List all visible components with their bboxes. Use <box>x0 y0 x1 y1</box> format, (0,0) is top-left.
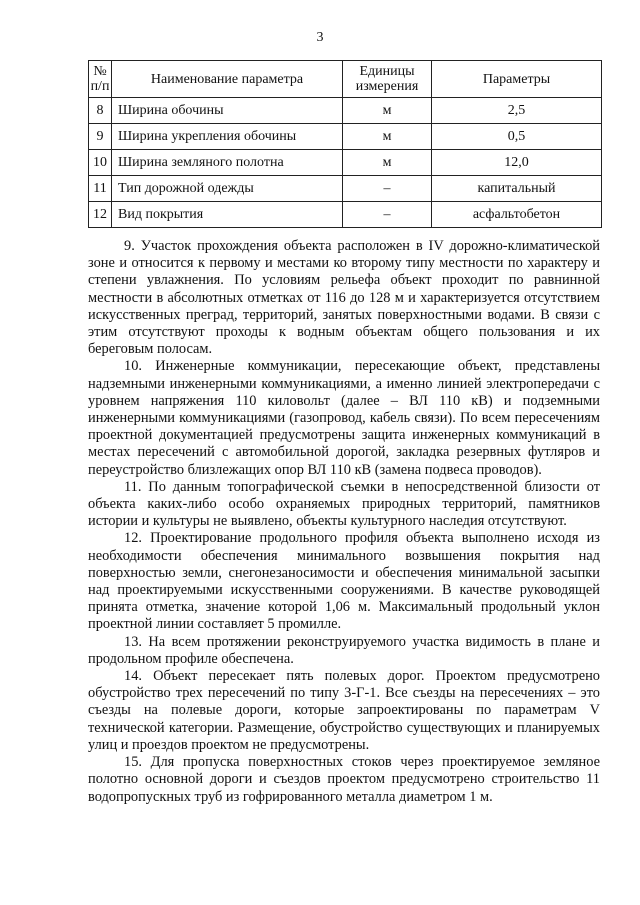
table-row <box>89 202 602 228</box>
row-unit: м <box>343 124 432 150</box>
row-parameter-name: Ширина земляного полотна <box>112 150 343 176</box>
paragraph: 15. Для пропуска поверхностных стоков через проектируемое земляное полотно основной дороги и съездов проектом предусмотрено строительство 11 водопропускных труб из гофрированного металла диаметром 1 м. <box>88 754 600 805</box>
row-value: капитальный <box>432 176 602 202</box>
paragraph: 14. Объект пересекает пять полевых дорог. Проектом предусмотрено обустройство трех пересечений по типу 3-Г-1. Все съезды на пересечениях – это съезды на полевые дороги, которые запроектированы по параметрам V технической категории. Размещение, обустройство существующих и планируемых улиц и проездов проектом не предусмотрены. <box>88 668 600 753</box>
row-parameter-name: Ширина обочины <box>112 98 343 124</box>
paragraph: 9. Участок прохождения объекта расположен в IV дорожно-климатической зоне и относится к первому и местами ко второму типу местности по характеру и степени увлажнения. По условиям рельефа объект проходит по равнинной местности в абсолютных отметках от 116 до 128 м и характеризуется отсутствием искусственных преград, территорий, занятых поверхностными водами. В связи с этим отсутствуют проходы к водным объектам общего пользования и их береговым полосам. <box>88 238 600 358</box>
row-value: 12,0 <box>432 150 602 176</box>
paragraph: 12. Проектирование продольного профиля объекта выполнено исходя из необходимости обеспечения минимального возвышения покрытия над поверхностью земли, снегонезаносимости и обеспечения минимальной засыпки над проектируемыми искусственными сооружениями. В качестве руководящей принята отметка, значение которой 1,06 м. Максимальный продольный уклон проектной линии составляет 5 промилле. <box>88 530 600 633</box>
paragraph: 13. На всем протяжении реконструируемого участка видимость в плане и продольном профиле обеспечена. <box>88 633 600 667</box>
body-text <box>88 238 600 806</box>
row-unit: – <box>343 202 432 228</box>
parameters-table <box>88 60 602 228</box>
row-value: 2,5 <box>432 98 602 124</box>
row-parameter-name: Тип дорожной одежды <box>112 176 343 202</box>
row-unit: – <box>343 176 432 202</box>
row-unit: м <box>343 98 432 124</box>
header-number: № п/п <box>89 61 112 98</box>
table-row <box>89 176 602 202</box>
row-value: асфальтобетон <box>432 202 602 228</box>
row-parameter-name: Вид покрытия <box>112 202 343 228</box>
table-body <box>89 98 602 228</box>
table-row <box>89 124 602 150</box>
row-value: 0,5 <box>432 124 602 150</box>
row-parameter-name: Ширина укрепления обочины <box>112 124 343 150</box>
row-number: 10 <box>89 150 112 176</box>
paragraph: 10. Инженерные коммуникации, пересекающие объект, представлены надземными инженерными коммуникациями, а именно линией электропередачи с уровнем напряжения 110 киловольт (далее – ВЛ 110 кВ) и подземными инженерными коммуникациями (газопровод, кабель связи). По всем пересечениям проектной документацией предусмотрены защита инженерных коммуникаций в местах пересечений с автомобильной дорогой, закладка резервных футляров и переустройство близлежащих опор ВЛ 110 кВ (замена подвеса проводов). <box>88 358 600 478</box>
table-row <box>89 98 602 124</box>
row-number: 9 <box>89 124 112 150</box>
row-number: 8 <box>89 98 112 124</box>
row-unit: м <box>343 150 432 176</box>
table-row <box>89 150 602 176</box>
table-header-row <box>89 61 602 98</box>
header-values: Параметры <box>432 61 602 98</box>
paragraph: 11. По данным топографической съемки в непосредственной близости от объекта каких-либо особо охраняемых природных территорий, памятников истории и культуры не выявлено, объекты культурного наследия отсутствуют. <box>88 478 600 530</box>
page-number: 3 <box>316 30 324 45</box>
header-parameter-name: Наименование параметра <box>112 61 343 98</box>
row-number: 11 <box>89 176 112 202</box>
header-units: Единицы измерения <box>343 61 432 98</box>
row-number: 12 <box>89 202 112 228</box>
